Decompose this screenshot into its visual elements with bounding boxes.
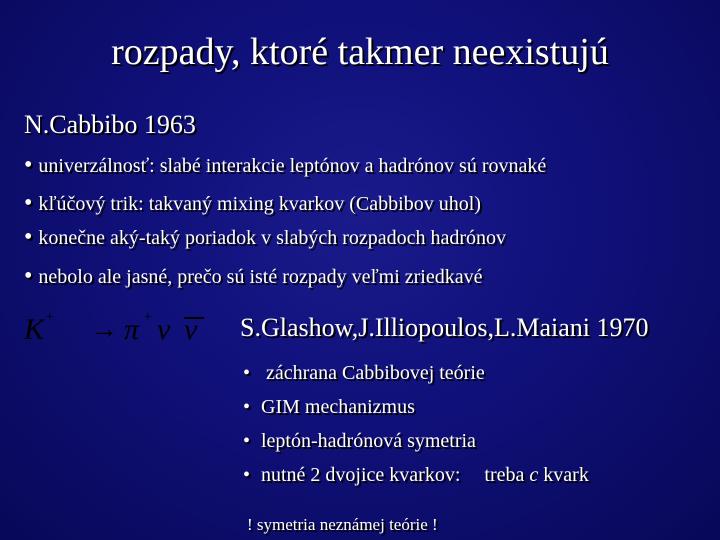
bullet-text: GIM mechanizmus: [261, 396, 415, 418]
bullet-symmetry: [243, 430, 476, 453]
author-gim: S.Glashow,J.Illiopoulos,L.Maiani 1970: [240, 313, 649, 342]
charm-note-pre: treba: [484, 464, 530, 486]
bullet-mixing: [24, 190, 481, 217]
bullet-rare-decays: [24, 263, 482, 290]
bullet-universality: [24, 152, 546, 179]
bullet-dot: •: [243, 464, 251, 486]
kaon-charge: +: [45, 310, 55, 325]
bullet-text: konečne aký-taký poriadok v slabých rozpadoch hadrónov: [38, 227, 507, 249]
bullet-dot: •: [24, 224, 33, 250]
bullet-cabbibo-rescue: [243, 362, 485, 385]
pion-charge: +: [143, 310, 153, 325]
pion-symbol: π: [124, 313, 140, 346]
bullet-dot: •: [243, 430, 251, 452]
bullet-text: leptón-hadrónová symetria: [261, 430, 476, 452]
antineutrino-symbol: ν: [184, 313, 198, 346]
bullet-dot: •: [24, 263, 33, 289]
kaon-symbol: K: [24, 313, 45, 346]
bullet-dot: •: [24, 152, 33, 178]
bullet-dot: •: [24, 190, 33, 216]
bullet-quark-pairs: [243, 464, 589, 487]
charm-note-post: kvark: [538, 464, 589, 486]
bullet-text: nutné 2 dvojice kvarkov:: [261, 464, 461, 486]
neutrino-symbol: ν: [157, 313, 171, 346]
author-cabbibo: N.Cabbibo 1963: [24, 110, 196, 139]
bullet-order: [24, 224, 506, 251]
bullet-gim: [243, 396, 415, 419]
footnote: ! symetria neznámej teórie !: [247, 515, 438, 534]
charm-symbol: c: [529, 464, 539, 486]
slide-title: rozpady, ktoré takmer neexistujú: [111, 31, 609, 73]
decay-formula: [24, 307, 224, 347]
bullet-text: nebolo ale jasné, prečo sú isté rozpady veľmi zriedkavé: [38, 266, 483, 288]
bullet-text: kľúčový trik: takvaný mixing kvarkov (Cabbibov uhol): [38, 193, 481, 215]
arrow-symbol: →: [90, 314, 118, 345]
bullet-dot: •: [243, 362, 251, 384]
bullet-text: záchrana Cabbibovej teórie: [261, 362, 485, 384]
bullet-dot: •: [243, 396, 251, 418]
bullet-text: univerzálnosť: slabé interakcie leptónov a hadrónov sú rovnaké: [38, 155, 547, 177]
